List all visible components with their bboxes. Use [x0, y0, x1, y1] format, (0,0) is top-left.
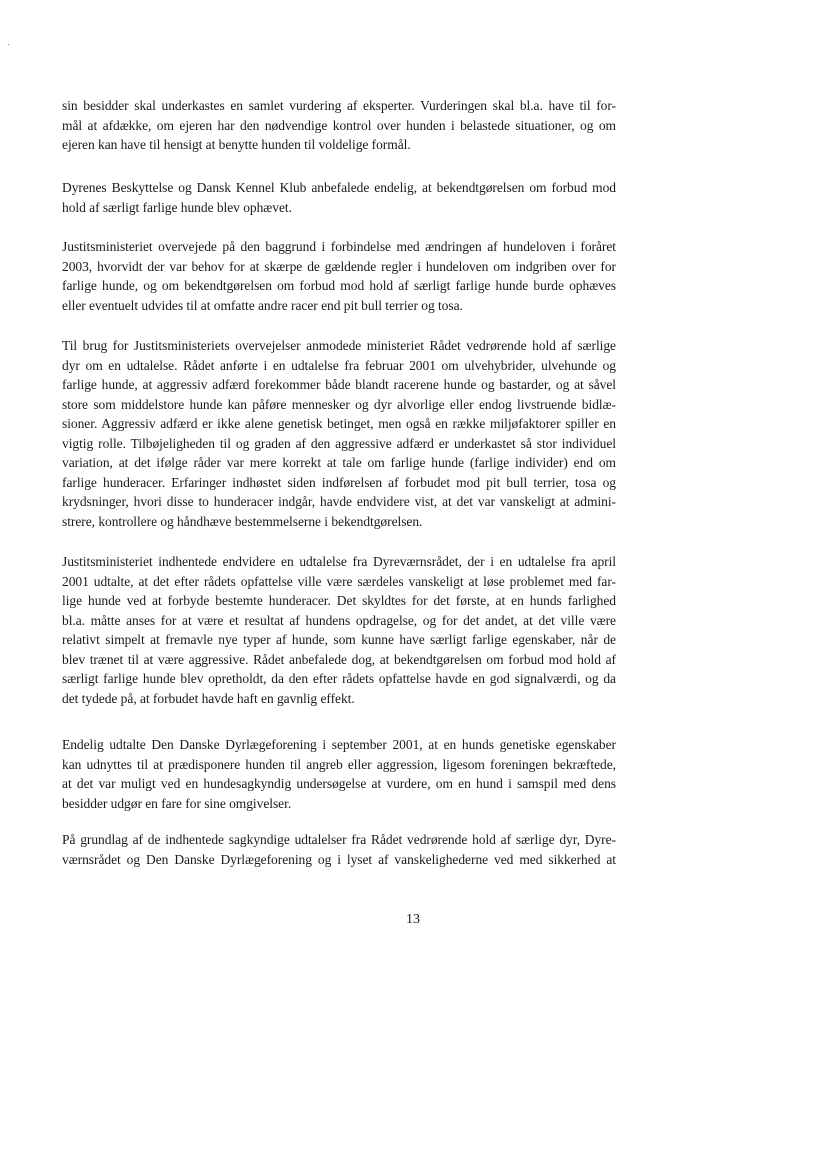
paragraph-7	[62, 830, 616, 869]
text-line: relativt simpelt at fremavle nye typer af hunde, som kunne have særligt farlige egenskaber, når de	[62, 632, 616, 647]
text-line: variation, at det ifølge råder var mere korrekt at tale om farlige hunde (farlige individer) end om	[62, 455, 616, 470]
text-line: lige hunde ved at forbyde bestemte hunderacer. Det skyldtes for det første, at en hunds farlighed	[62, 593, 616, 608]
paragraph-2	[62, 178, 616, 217]
text-line: bl.a. måtte anses for at være et resultat af hundens opdragelse, og for det andet, at det ville være	[62, 612, 616, 628]
text-line: hold af særligt farlige hunde blev ophævet.	[62, 199, 292, 215]
text-line: Justitsministeriet indhentede endvidere en udtalelse fra Dyreværnsrådet, der i en udtalelse fra april	[62, 554, 616, 569]
paragraph-1	[62, 96, 616, 155]
text-line: eller eventuelt udvides til at omfatte andre racer end pit bull terrier og tosa.	[62, 297, 463, 313]
paragraph-5	[62, 552, 616, 708]
text-line: særligt farlige hunde blev opretholdt, da den efter rådets opfattelse havde en god signalværdi, og da	[62, 671, 616, 686]
text-line: krydsninger, hvori disse to hunderacer indgår, havde endvidere vist, at det var vanskeligt at admini-	[62, 494, 616, 509]
text-line: kan udnyttes til at prædisponere hunden til angreb eller aggression, ligesom foreningen bekræftede,	[62, 756, 616, 772]
text-line: værnsrådet og Den Danske Dyrlægeforening og i lyset af vanskelighederne ved med sikkerhed at	[62, 851, 616, 867]
text-line: store som middelstore hunde kan påføre mennesker og dyr alvorlige eller endog livstruende bidlæ-	[62, 396, 616, 412]
paragraph-3	[62, 237, 616, 315]
text-line: 2001 udtalte, at det efter rådets opfattelse ville være særdeles vanskeligt at løse problemet med far-	[62, 573, 616, 589]
scan-artifact	[8, 44, 9, 45]
text-line: dyr om en udtalelse. Rådet anførte i en udtalelse fra februar 2001 om ulvehybrider, ulvehunde og	[62, 357, 616, 373]
text-line: Til brug for Justitsministeriets overvejelser anmodede ministeriet Rådet vedrørende hold af særlige	[62, 338, 616, 353]
paragraph-4	[62, 336, 616, 531]
text-line: det tydede på, at forbudet havde haft en gavnlig effekt.	[62, 690, 355, 706]
text-line: strere, kontrollere og håndhæve bestemmelserne i bekendtgørelsen.	[62, 513, 423, 529]
text-line: På grundlag af de indhentede sagkyndige udtalelser fra Rådet vedrørende hold af særlige dyr, Dyre-	[62, 832, 616, 847]
text-line: blev trænet til at være aggressive. Rådet anbefalede dog, at bekendtgørelsen om forbud mod hold af	[62, 651, 616, 667]
text-line: farlige hunde, og om bekendtgørelsen om forbud mod hold af særligt farlige hunde burde ophæves	[62, 278, 616, 293]
text-line: Endelig udtalte Den Danske Dyrlægeforening i september 2001, at en hunds genetiske egenskaber	[62, 737, 616, 752]
text-line: ejeren kan have til hensigt at benytte hunden til voldelige formål.	[62, 137, 411, 152]
text-line: sioner. Aggressiv adfærd er ikke alene genetisk betinget, men også en række miljøfaktorer spiller en	[62, 416, 616, 431]
text-line: mål at afdække, om ejeren har den nødvendige kontrol over hunden i belastede situationer, og om	[62, 117, 616, 133]
paragraph-6	[62, 735, 616, 813]
text-line: sin besidder skal underkastes en samlet vurdering af eksperter. Vurderingen skal bl.a. have til for-	[62, 98, 616, 113]
text-line: farlige hunderacer. Erfaringer indhøstet siden indførelsen af forbudet mod pit bull terrier, tosa og	[62, 474, 616, 490]
page-number: 13	[406, 912, 420, 927]
text-line: Justitsministeriet overvejede på den baggrund i forbindelse med ændringen af hundeloven i foråret	[62, 239, 616, 254]
text-line: 2003, hvorvidt der var behov for at skærpe de gældende regler i hundeloven om indgriben over for	[62, 258, 616, 274]
text-line: at det var muligt ved en hundesagkyndig undersøgelse at vurdere, om en hund i samspil med dens	[62, 776, 616, 791]
text-line: farlige hunde, at aggressiv adfærd forekommer både blandt racerene hunde og bastarder, og at såvel	[62, 377, 616, 392]
text-line: Dyrenes Beskyttelse og Dansk Kennel Klub anbefalede endelig, at bekendtgørelsen om forbud mod	[62, 180, 616, 195]
text-line: besidder udgør en fare for sine omgivelser.	[62, 795, 292, 811]
text-line: vigtig rolle. Tilbøjeligheden til og graden af den aggressive adfærd er underkastet så stor individuel	[62, 435, 616, 451]
